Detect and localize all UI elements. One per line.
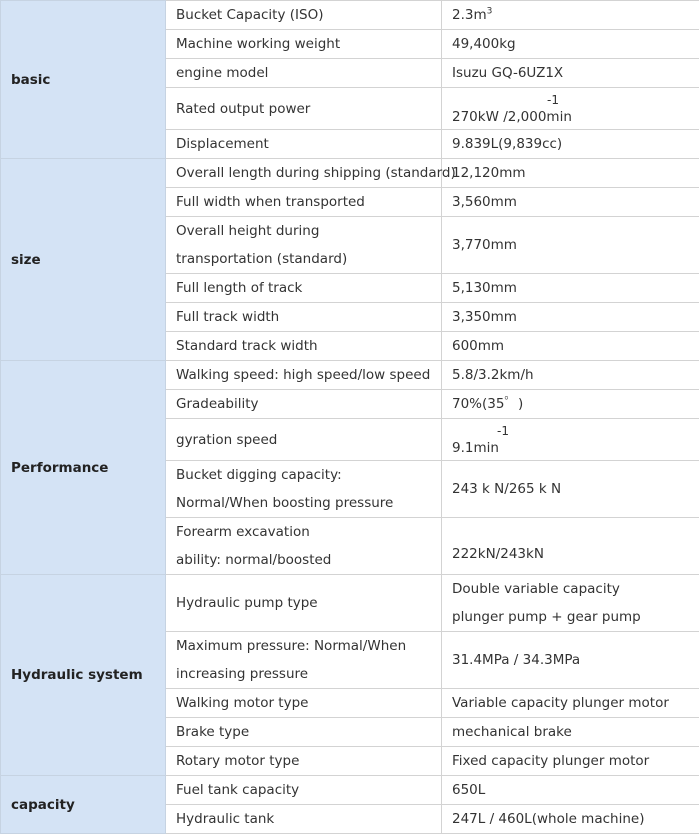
property-value: 3,560mm [442,188,699,217]
property-value: 70%(35゜) [442,390,699,419]
property-label: Fuel tank capacity [166,776,442,805]
category-size: size [1,159,166,361]
property-label: Bucket digging capacity: Normal/When boosting pressure [166,461,442,518]
property-label: Overall height during transportation (standard) [166,217,442,274]
property-value: Double variable capacity plunger pump + gear pump [442,575,699,632]
value-exponent: -1 [497,423,509,438]
property-label: gyration speed [166,419,442,461]
property-label: Brake type [166,718,442,747]
property-label: Walking speed: high speed/low speed [166,361,442,390]
property-label: Displacement [166,130,442,159]
property-value: 243 k N/265 k N [442,461,699,518]
property-label: Full width when transported [166,188,442,217]
category-capacity: capacity [1,776,166,834]
property-label: Gradeability [166,390,442,419]
property-label: Machine working weight [166,30,442,59]
category-basic: basic [1,1,166,159]
property-value: 49,400kg [442,30,699,59]
property-label: engine model [166,59,442,88]
property-label: Overall length during shipping (standard) [166,159,442,188]
table-row [1,159,699,188]
table-row [1,361,699,390]
property-label: Rotary motor type [166,747,442,776]
property-label: Walking motor type [166,689,442,718]
property-label: Hydraulic tank [166,805,442,834]
property-label: Maximum pressure: Normal/When increasing pressure [166,632,442,689]
property-label: Rated output power [166,88,442,130]
value-text: 270kW /2,000min [452,108,572,125]
property-value: Fixed capacity plunger motor [442,747,699,776]
value-text: 9.1min [452,439,499,456]
value-exponent: -1 [547,92,559,107]
property-value: 5.8/3.2km/h [442,361,699,390]
property-label: Full track width [166,303,442,332]
value-superscript: 3 [486,6,493,17]
property-value: 9.839L(9,839cc) [442,130,699,159]
property-label: Forearm excavation ability: normal/boosted [166,518,442,575]
property-label: Standard track width [166,332,442,361]
value-text: 2.3m [452,7,487,23]
table-row [1,1,699,30]
property-value: 12,120mm [442,159,699,188]
property-value: 5,130mm [442,274,699,303]
property-value: 3,770mm [442,217,699,274]
property-value [442,88,699,130]
property-value [442,419,699,461]
property-value [442,1,699,30]
property-label: Full length of track [166,274,442,303]
property-value: mechanical brake [442,718,699,747]
property-value: 600mm [442,332,699,361]
property-label: Bucket Capacity (ISO) [166,1,442,30]
property-value: 222kN/243kN [442,518,699,575]
category-hydraulic-system: Hydraulic system [1,575,166,776]
property-value: Isuzu GQ-6UZ1X [442,59,699,88]
property-value: 3,350mm [442,303,699,332]
category-performance: Performance [1,361,166,575]
property-value: 31.4MPa / 34.3MPa [442,632,699,689]
property-value: 247L / 460L(whole machine) [442,805,699,834]
property-value: 650L [442,776,699,805]
property-label: Hydraulic pump type [166,575,442,632]
table-row [1,575,699,632]
property-value: Variable capacity plunger motor [442,689,699,718]
table-row [1,776,699,805]
